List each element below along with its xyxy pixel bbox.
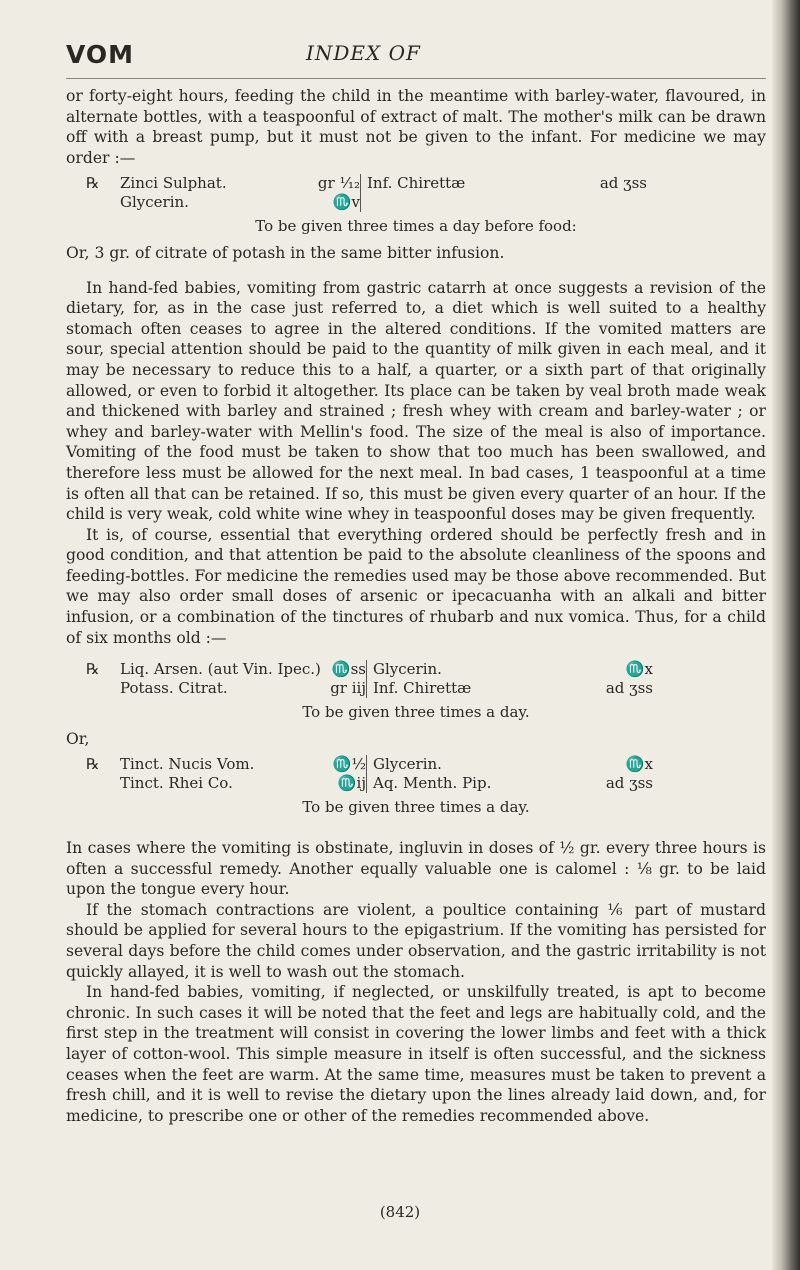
rx-dose: ♏x <box>625 660 653 679</box>
rx-ingredients-left <box>120 174 360 212</box>
rx-instructions: To be given three times a day. <box>302 703 530 722</box>
rx-dose: ad ʒss <box>605 774 653 793</box>
paragraph-6: If the stomach contractions are violent, a poultice containing ⅙ part of mustard should be applied for several hours to the epigastrium. If the vomiting has persisted for several days before the child comes under observation, and the gastric irritability is not quickly allayed, it is well to wash out the stomach. <box>66 900 766 981</box>
header-section: VOM <box>66 40 135 69</box>
rx-ingredients-left <box>120 755 366 793</box>
rx-ingredients-right <box>366 660 653 698</box>
rx-ingredients-right <box>366 755 653 793</box>
rx-ingredient: Aq. Menth. Pip. <box>373 774 492 793</box>
rx-ingredient: Zinci Sulphat. <box>120 174 227 193</box>
rx-ingredient: Tinct. Nucis Vom. <box>120 755 255 774</box>
paragraph-2: Or, 3 gr. of citrate of potash in the same bitter infusion. <box>66 243 505 262</box>
page-number: (842) <box>379 1203 421 1221</box>
rx-ingredient: Potass. Citrat. <box>120 679 228 698</box>
running-header <box>66 40 766 80</box>
paragraph-5: In cases where the vomiting is obstinate, ingluvin in doses of ½ gr. every three hours is often a successful remedy. Another equally valuable one is calomel : ⅛ gr. to be laid upon the tongue every hour. <box>66 839 766 899</box>
rx-ingredient: Liq. Arsen. (aut Vin. Ipec.) <box>120 660 321 679</box>
rx-dose: ♏ij <box>337 774 366 793</box>
rx-ingredient: Inf. Chirettæ <box>367 174 466 193</box>
prescription-3 <box>66 755 766 793</box>
page-edge-shadow <box>772 0 800 1270</box>
rx-ingredient: Inf. Chirettæ <box>373 679 472 698</box>
header-title: INDEX OF <box>306 41 421 65</box>
rx-ingredients-right <box>360 174 647 212</box>
page-body <box>66 86 766 1126</box>
header-rule <box>66 78 766 79</box>
rx-instructions: To be given three times a day before food: <box>255 217 577 236</box>
prescription-1 <box>66 174 766 212</box>
paragraph-1: or forty-eight hours, feeding the child in the meantime with barley-water, flavoured, in alternate bottles, with a teaspoonful of extract of malt. The mother's milk can be drawn off with a breast pump, but it must not be given to the infant. For medicine we may order :— <box>66 87 766 167</box>
or-label: Or, <box>66 729 90 748</box>
rx-dose: ♏ss <box>331 660 366 679</box>
rx-dose: ♏½ <box>332 755 366 774</box>
prescription-2 <box>66 660 766 698</box>
rx-dose: ♏v <box>332 193 360 212</box>
paragraph-7: In hand-fed babies, vomiting, if neglected, or unskilfully treated, is apt to become chronic. In such cases it will be noted that the feet and legs are habitually cold, and the first step in the treatment will consist in covering the lower limbs and feet with a thick layer of cotton-wool. This simple measure in itself is often successful, and the sickness ceases when the feet are warm. At the same time, measures must be taken to prevent a fresh chill, and it is well to revise the dietary upon the lines already laid down, and, for medicine, to prescribe one or other of the remedies recommended above. <box>66 983 766 1125</box>
rx-symbol: ℞ <box>86 174 100 193</box>
paragraph-4: It is, of course, essential that everything ordered should be perfectly fresh and in good condition, and that attention be paid to the absolute cleanliness of the spoons and feeding-bottles. For medicine the remedies used may be those above recommended. But we may also order small doses of arsenic or ipecacuanha with an alkali and bitter infusion, or a combination of the tinctures of rhubarb and nux vomica. Thus, for a child of six months old :— <box>66 525 766 647</box>
rx-symbol: ℞ <box>86 755 100 774</box>
rx-ingredient: Tinct. Rhei Co. <box>120 774 233 793</box>
rx-ingredient: Glycerin. <box>373 755 442 774</box>
rx-instructions: To be given three times a day. <box>302 798 530 817</box>
rx-dose: ad ʒss <box>605 679 653 698</box>
rx-dose: gr iij <box>330 679 366 698</box>
rx-ingredients-left <box>120 660 366 698</box>
rx-dose: ad ʒss <box>599 174 647 193</box>
rx-dose: gr ¹⁄₁₂ <box>317 174 360 193</box>
rx-symbol: ℞ <box>86 660 100 679</box>
rx-ingredient: Glycerin. <box>120 193 189 212</box>
rx-ingredient: Glycerin. <box>373 660 442 679</box>
rx-dose: ♏x <box>625 755 653 774</box>
paragraph-3: In hand-fed babies, vomiting from gastric catarrh at once suggests a revision of the dietary, for, as in the case just referred to, a diet which is well suited to a healthy stomach often ceases to agree in the altered conditions. If the vomited matters are sour, special attention should be paid to the quantity of milk given in each meal, and it may be necessary to reduce this to a half, a quarter, or a sixth part of that originally allowed, or even to forbid it altogether. Its place can be taken by veal broth made weak and thickened with barley and strained ; fresh whey with cream and barley-water ; or whey and barley-water with Mellin's food. The size of the meal is also of importance. Vomiting of the food must be taken to show that too much has been swallowed, and therefore less must be allowed for the next meal. In bad cases, 1 teaspoonful at a time is often all that can be retained. If so, this must be given every quarter of an hour. If the child is very weak, cold white wine whey in teaspoonful doses may be given frequently. <box>66 278 766 524</box>
